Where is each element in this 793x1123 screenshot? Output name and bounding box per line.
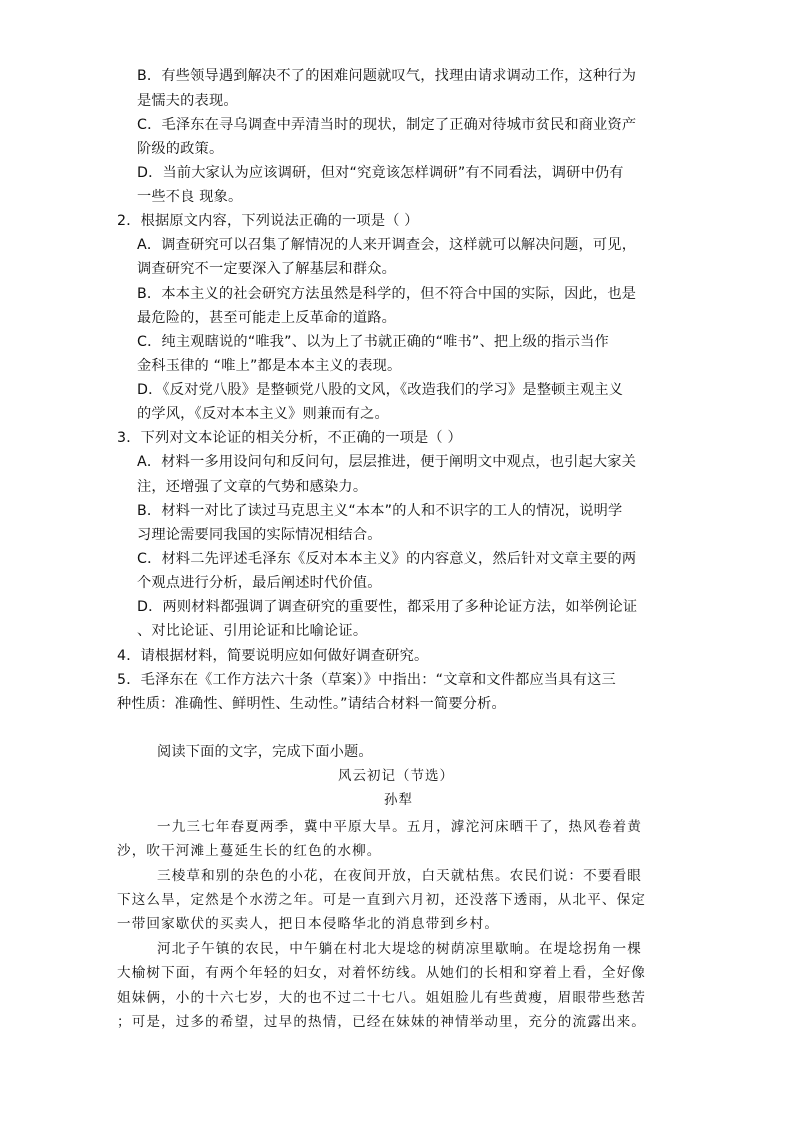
q5-stem-line2: 种性质：准确性、鲜明性、生动性。”请结合材料一简要分析。 <box>117 696 506 712</box>
q1-option-c-line1: C．毛泽东在寻乌调查中弄清当时的现状，制定了正确对待城市贫民和商业资产 <box>137 117 637 133</box>
q2-option-a-line1: A．调查研究可以召集了解情况的人来开调查会，这样就可以解决问题，可见， <box>137 237 637 253</box>
q2-option-b-line1: B．本本主义的社会研究方法虽然是科学的，但不符合中国的实际，因此，也是 <box>137 286 637 302</box>
passage-p3-line3: 姐妹俩，小的十六七岁，大的也不过二十七八。姐姐脸儿有些黄瘦，眉眼带些愁苦 <box>117 990 646 1006</box>
passage-author: 孙犁 <box>384 792 413 808</box>
q2-option-a-line2: 调查研究不一定要深入了解基层和群众。 <box>137 261 396 277</box>
q1-option-b-line2: 是懦夫的表现。 <box>137 93 238 109</box>
q1-option-b-line1: B．有些领导遇到解决不了的困难问题就叹气，找理由请求调动工作，这种行为 <box>137 68 637 84</box>
q3-stem: 3．下列对文本论证的相关分析，不正确的一项是（ ） <box>117 430 462 446</box>
q3-option-a-line1: A．材料一多用设问句和反问句，层层推进，便于阐明文中观点，也引起大家关 <box>137 454 637 470</box>
q4-stem: 4．请根据材料，简要说明应如何做好调查研究。 <box>117 648 429 664</box>
q1-option-c-line2: 阶级的政策。 <box>137 141 224 157</box>
q3-option-c-line1: C．材料二先评述毛泽东《反对本本主义》的内容意义，然后针对文章主要的两 <box>137 551 637 567</box>
q2-option-c-line1: C．纯主观瞎说的“唯我”、以为上了书就正确的“唯书”、把上级的指示当作 <box>137 334 609 350</box>
q3-option-c-line2: 个观点进行分析，最后阐述时代价值。 <box>137 575 382 591</box>
passage-p3-line4: ；可是，过多的希望，过早的热情，已经在妹妹的神情举动里，充分的流露出来。 <box>117 1014 646 1030</box>
passage-p2-line1: 三棱草和别的杂色的小花，在夜间开放，白天就枯焦。农民们说：不要看眼 <box>157 868 642 884</box>
q2-stem: 2．根据原文内容，下列说法正确的一项是（ ） <box>117 213 419 229</box>
q5-stem-line1: 5．毛泽东在《工作方法六十条（草案）》中指出：“文章和文件都应当具有这三 <box>117 672 616 688</box>
reading-instruction: 阅读下面的文字，完成下面小题。 <box>157 744 373 760</box>
q2-option-b-line2: 最危险的，甚至可能走上反革命的道路。 <box>137 310 396 326</box>
passage-p2-line3: 一带回家歇伏的买卖人，把日本侵略华北的消息带到乡村。 <box>117 916 500 932</box>
passage-p2-line2: 下这么旱，定然是个水涝之年。可是一直到六月初，还没落下透雨，从北平、保定 <box>117 892 646 908</box>
q3-option-b-line1: B．材料一对比了读过马克思主义“本本”的人和不识字的工人的情况，说明学 <box>137 503 623 519</box>
q2-option-d-line1: D．《反对党八股》是整顿党八股的文风，《改造我们的学习》是整顿主观主义 <box>137 382 624 398</box>
q3-option-d-line1: D．两则材料都强调了调查研究的重要性，都采用了多种论证方法，如举例论证 <box>137 599 638 615</box>
q1-option-d-line2: 一些不良 现象。 <box>137 189 243 205</box>
passage-p1-line2: 沙，吹干河滩上蔓延生长的红色的水柳。 <box>117 843 382 859</box>
q3-option-d-line2: 、对比论证、引用论证和比喻论证。 <box>137 623 368 639</box>
q1-option-d-line1: D．当前大家认为应该调研，但对“究竟该怎样调研”有不同看法，调研中仍有 <box>137 165 624 181</box>
q3-option-b-line2: 习理论需要同我国的实际情况相结合。 <box>137 527 382 543</box>
q2-option-d-line2: 的学风，《反对本本主义》则兼而有之。 <box>137 406 389 422</box>
passage-p3-line2: 大榆树下面，有两个年轻的妇女，对着怀纺线。从她们的长相和穿着上看，全好像 <box>117 965 646 981</box>
passage-title: 风云初记（节选） <box>338 768 454 784</box>
passage-p3-line1: 河北子午镇的农民，中午躺在村北大堤埝的树荫凉里歇晌。在堤埝拐角一棵 <box>157 941 642 957</box>
q2-option-c-line2: 金科玉律的 “唯上”都是本本主义的表现。 <box>137 358 402 374</box>
q3-option-a-line2: 注，还增强了文章的气势和感染力。 <box>137 479 368 495</box>
passage-p1-line1: 一九三七年春夏两季，冀中平原大旱。五月，滹沱河床晒干了，热风卷着黄 <box>157 819 642 835</box>
